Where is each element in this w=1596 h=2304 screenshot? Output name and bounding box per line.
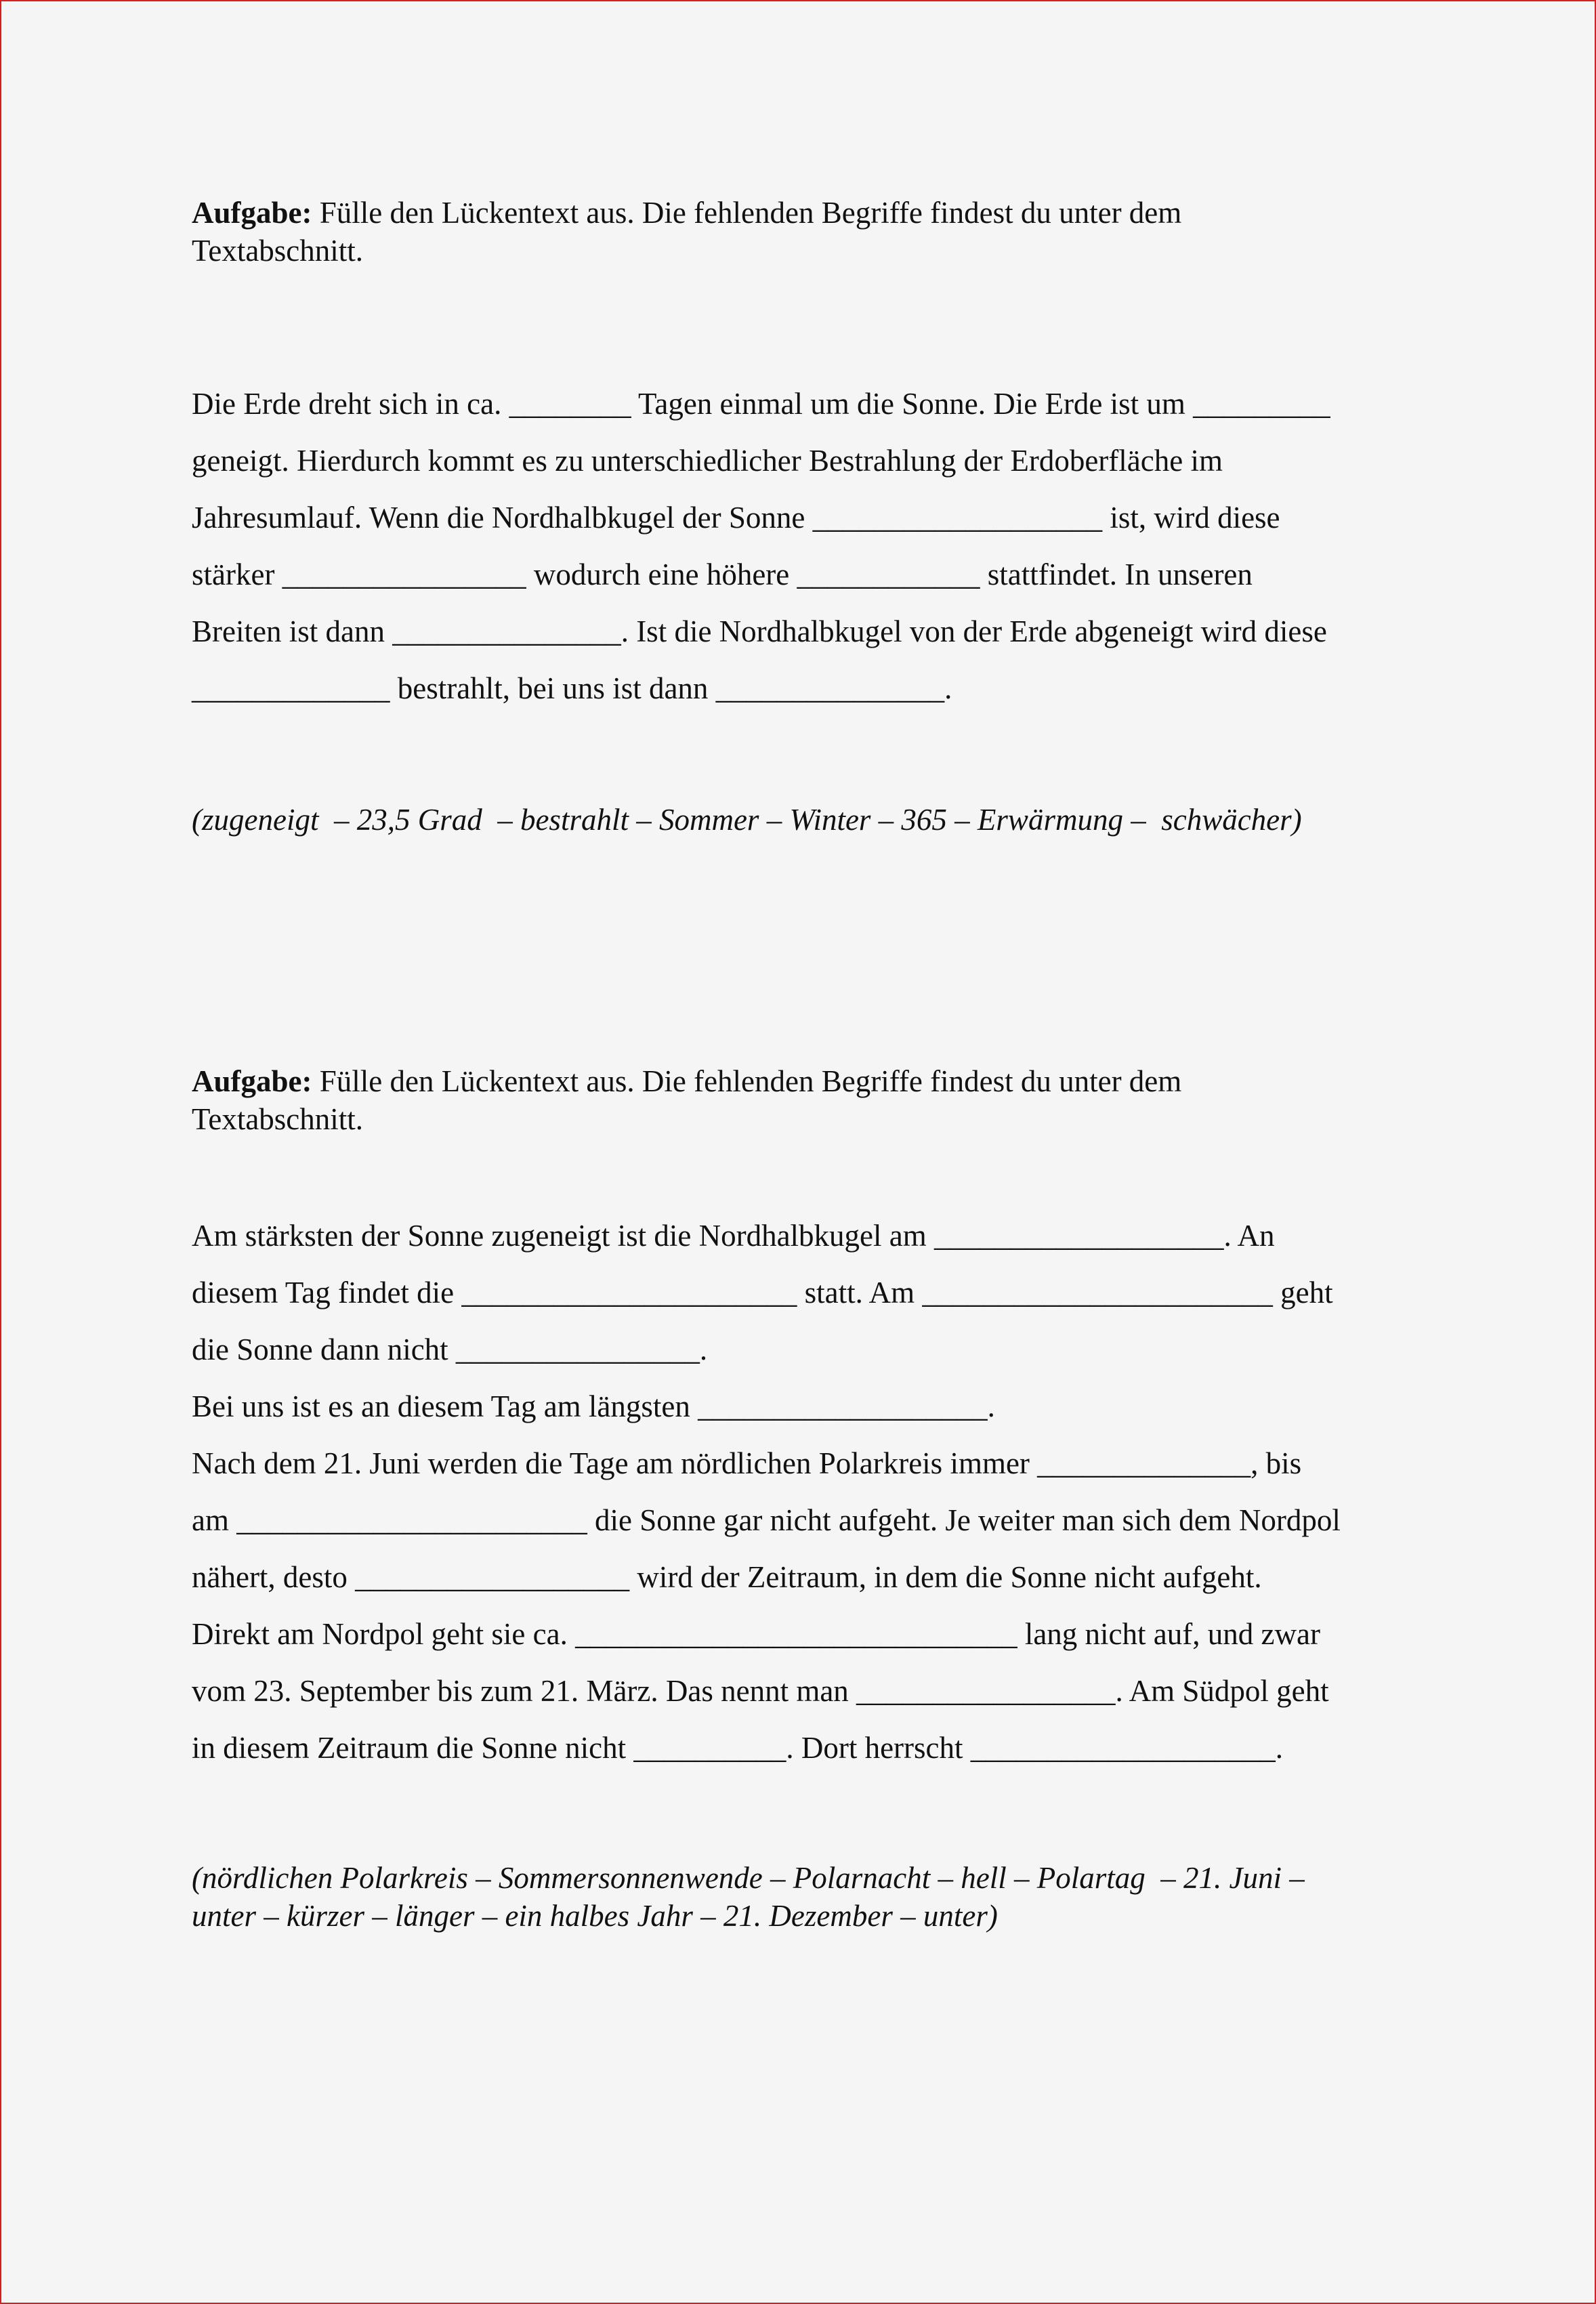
task-instruction-2 bbox=[192, 1062, 1425, 1138]
cloze-line: Nach dem 21. Juni werden die Tage am nördlichen Polarkreis immer ______________, bis bbox=[192, 1446, 1302, 1480]
cloze-line: stärker ________________ wodurch eine höhere ____________ stattfindet. In unseren bbox=[192, 558, 1253, 591]
task-text-continued: Textabschnitt. bbox=[192, 234, 364, 268]
word-bank-1: (zugeneigt – 23,5 Grad – bestrahlt – Sommer – Winter – 365 – Erwärmung – schwächer) bbox=[192, 803, 1302, 837]
task-label: Aufgabe: bbox=[192, 196, 312, 230]
cloze-line: am _______________________ die Sonne gar nicht aufgeht. Je weiter man sich dem Nordpol bbox=[192, 1503, 1341, 1537]
task-text-continued: Textabschnitt. bbox=[192, 1102, 364, 1136]
cloze-line: Bei uns ist es an diesem Tag am längsten ___________________. bbox=[192, 1389, 995, 1423]
cloze-line: Breiten ist dann _______________. Ist die Nordhalbkugel von der Erde abgeneigt wird diese bbox=[192, 614, 1327, 648]
word-bank-line: unter – kürzer – länger – ein halbes Jahr – 21. Dezember – unter) bbox=[192, 1899, 998, 1933]
task-text: Fülle den Lückentext aus. Die fehlenden Begriffe findest du unter dem bbox=[312, 196, 1182, 230]
cloze-text-2 bbox=[192, 1207, 1425, 1776]
task-instruction-1 bbox=[192, 194, 1425, 270]
cloze-line: Jahresumlauf. Wenn die Nordhalbkugel der Sonne ___________________ ist, wird diese bbox=[192, 501, 1280, 535]
word-bank-line: (nördlichen Polarkreis – Sommersonnenwende – Polarnacht – hell – Polartag – 21. Juni – bbox=[192, 1861, 1305, 1895]
cloze-line: Am stärksten der Sonne zugeneigt ist die Nordhalbkugel am ___________________. An bbox=[192, 1219, 1275, 1253]
task-label: Aufgabe: bbox=[192, 1064, 312, 1098]
cloze-text-1 bbox=[192, 375, 1425, 717]
cloze-line: diesem Tag findet die ______________________ statt. Am _______________________ geht bbox=[192, 1276, 1333, 1310]
cloze-line: die Sonne dann nicht ________________. bbox=[192, 1333, 708, 1366]
cloze-line: vom 23. September bis zum 21. März. Das nennt man _________________. Am Südpol geht bbox=[192, 1674, 1329, 1708]
task-text: Fülle den Lückentext aus. Die fehlenden Begriffe findest du unter dem bbox=[312, 1064, 1182, 1098]
cloze-line: in diesem Zeitraum die Sonne nicht __________. Dort herrscht ____________________. bbox=[192, 1731, 1284, 1765]
word-bank-2 bbox=[192, 1859, 1425, 1935]
cloze-line: Die Erde dreht sich in ca. ________ Tagen einmal um die Sonne. Die Erde ist um _________ bbox=[192, 387, 1330, 421]
cloze-line: geneigt. Hierdurch kommt es zu unterschiedlicher Bestrahlung der Erdoberfläche im bbox=[192, 444, 1223, 478]
cloze-line: nähert, desto __________________ wird der Zeitraum, in dem die Sonne nicht aufgeht. bbox=[192, 1560, 1262, 1594]
cloze-line: Direkt am Nordpol geht sie ca. _____________________________ lang nicht auf, und zwar bbox=[192, 1617, 1320, 1651]
cloze-line: _____________ bestrahlt, bei uns ist dann _______________. bbox=[192, 671, 952, 705]
